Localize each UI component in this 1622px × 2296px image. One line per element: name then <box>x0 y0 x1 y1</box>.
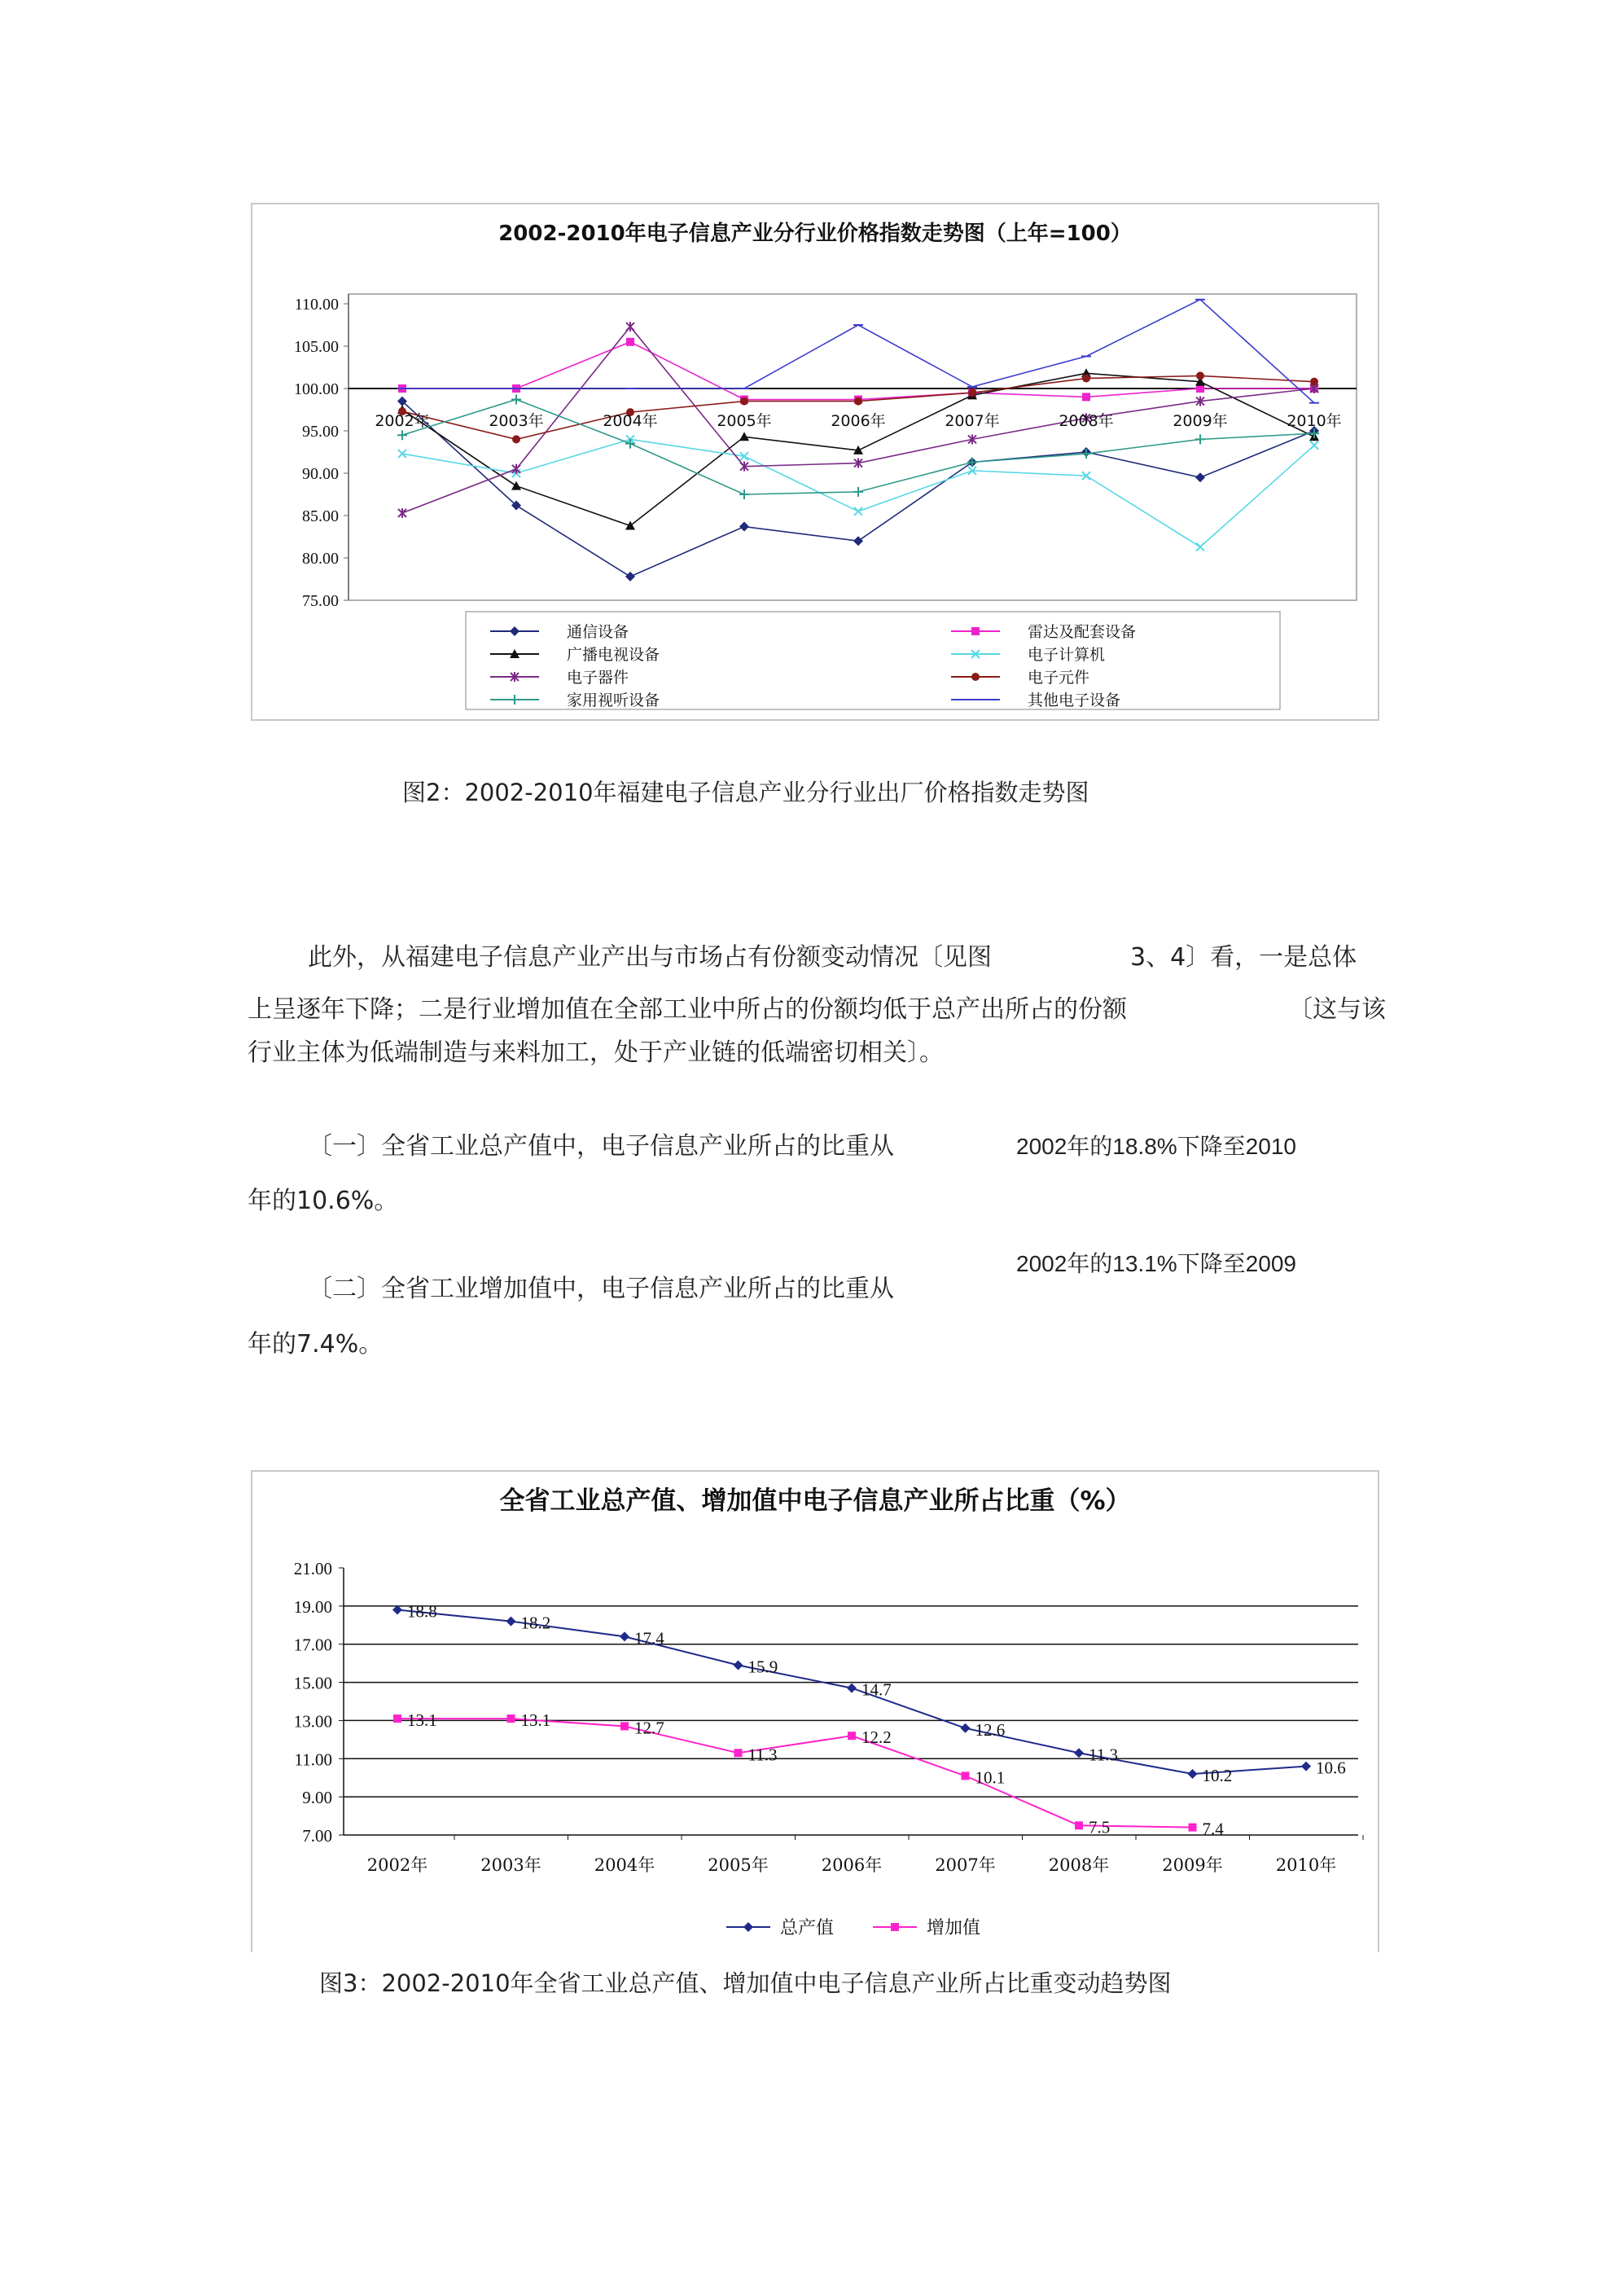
x-tick-label: 2002年 <box>375 412 430 430</box>
y-tick-label: 19.00 <box>293 1596 332 1617</box>
figure3-svg <box>252 1472 1378 1952</box>
x-tick-label: 2009年 <box>1173 412 1228 430</box>
x-tick-label: 2007年 <box>935 1855 996 1875</box>
data-label: 15.9 <box>747 1657 778 1677</box>
data-point <box>1082 375 1090 383</box>
data-point <box>739 522 749 532</box>
data-label: 11.3 <box>747 1745 778 1765</box>
figure3-chart <box>251 1470 1379 1952</box>
legend-label: 电子计算机 <box>1028 646 1106 664</box>
y-tick-label: 85.00 <box>302 507 339 525</box>
data-point <box>853 487 863 497</box>
data-point <box>625 572 635 582</box>
x-tick-label: 2010年 <box>1287 412 1342 430</box>
y-tick-label: 7.00 <box>302 1826 332 1846</box>
legend-label: 电子器件 <box>567 669 629 687</box>
data-point <box>1189 1824 1197 1832</box>
item1-text-c: 年的10.6%。 <box>248 1187 399 1215</box>
legend-marker <box>891 1923 899 1931</box>
data-point <box>967 457 977 467</box>
legend-label: 广播电视设备 <box>567 646 660 664</box>
legend-marker <box>971 627 980 635</box>
data-point <box>734 1749 743 1757</box>
x-tick-label: 2003年 <box>480 1855 541 1875</box>
data-point <box>626 322 634 331</box>
legend-marker <box>971 673 980 681</box>
series-line <box>402 300 1314 403</box>
data-label: 7.5 <box>1089 1817 1111 1837</box>
data-point <box>1195 472 1205 482</box>
data-point <box>625 520 635 529</box>
item1-text-b: 2002年的18.8%下降至2010 <box>1016 1134 1296 1159</box>
item2-text-c: 年的7.4%。 <box>248 1330 384 1359</box>
x-tick-label: 2006年 <box>831 412 886 430</box>
para1-line1b: 3、4〕看，一是总体 <box>1130 943 1357 972</box>
data-point <box>1075 1821 1083 1829</box>
data-point <box>507 1714 515 1723</box>
data-point <box>511 481 521 490</box>
legend-label: 其他电子设备 <box>1028 691 1121 709</box>
item1-text-a: 〔一〕全省工业总产值中，电子信息产业所占的比重从 <box>308 1132 894 1161</box>
data-point <box>1195 434 1205 444</box>
figure2-caption: 图2：2002-2010年福建电子信息产业分行业出厂价格指数走势图 <box>402 779 1089 806</box>
data-point <box>620 1722 629 1730</box>
data-point <box>1310 378 1318 386</box>
para1-line2a: 上呈逐年下降；二是行业增加值在全部工业中所占的份额均低于总产出所占的份额 <box>248 995 1127 1024</box>
figure2-chart <box>251 203 1379 721</box>
data-label: 10.6 <box>1316 1758 1346 1778</box>
data-point <box>847 1684 857 1693</box>
chart-title: 全省工业总产值、增加值中电子信息产业所占比重（%） <box>499 1486 1131 1516</box>
para1-line1a: 此外，从福建电子信息产业产出与市场占有份额变动情况〔见图 <box>308 943 992 972</box>
data-point <box>1196 371 1204 380</box>
x-tick-label: 2005年 <box>717 412 772 430</box>
data-label: 10.1 <box>975 1767 1006 1788</box>
legend-label: 家用视听设备 <box>567 691 660 709</box>
data-point <box>512 464 520 474</box>
legend-label: 增加值 <box>927 1918 981 1938</box>
data-point <box>854 397 862 406</box>
plot-area <box>349 294 1357 600</box>
y-tick-label: 17.00 <box>293 1635 332 1655</box>
x-tick-label: 2004年 <box>603 412 658 430</box>
item2-text-b: 2002年的13.1%下降至2009 <box>1016 1251 1296 1276</box>
data-point <box>854 507 862 516</box>
data-label: 13.1 <box>407 1710 437 1731</box>
y-tick-label: 13.00 <box>293 1711 332 1732</box>
data-point <box>1310 441 1318 450</box>
x-tick-label: 2010年 <box>1275 1855 1337 1875</box>
data-point <box>506 1617 516 1627</box>
data-point <box>620 1631 629 1641</box>
x-tick-label: 2006年 <box>821 1855 883 1875</box>
data-label: 7.4 <box>1202 1819 1224 1839</box>
data-label: 12.2 <box>861 1727 892 1748</box>
figure3-caption: 图3：2002-2010年全省工业总产值、增加值中电子信息产业所占比重变动趋势图 <box>319 1969 1172 1997</box>
y-tick-label: 80.00 <box>302 550 339 568</box>
data-point <box>1074 1748 1084 1758</box>
legend-label: 电子元件 <box>1028 669 1090 687</box>
x-tick-label: 2003年 <box>489 412 544 430</box>
series-line <box>402 342 1314 400</box>
y-tick-label: 105.00 <box>294 338 339 356</box>
data-point <box>739 432 749 441</box>
item2-text-a: 〔二〕全省工业增加值中，电子信息产业所占的比重从 <box>308 1275 894 1303</box>
data-point <box>511 395 521 405</box>
y-tick-label: 15.00 <box>293 1673 332 1693</box>
data-point <box>1082 393 1090 401</box>
data-point <box>1188 1769 1198 1779</box>
data-label: 11.3 <box>1089 1745 1118 1765</box>
data-point <box>1196 542 1204 551</box>
figure2-svg <box>252 204 1378 719</box>
y-tick-label: 11.00 <box>294 1749 332 1770</box>
data-point <box>968 389 976 397</box>
legend-label: 总产值 <box>780 1918 835 1938</box>
data-point <box>853 536 863 546</box>
chart-title: 2002-2010年电子信息产业分行业价格指数走势图（上年=100） <box>498 222 1132 246</box>
data-point <box>740 397 748 406</box>
y-tick-label: 21.00 <box>293 1559 332 1578</box>
data-point <box>1081 449 1091 459</box>
data-point <box>398 508 406 518</box>
data-label: 12.7 <box>634 1718 664 1738</box>
x-tick-label: 2008年 <box>1059 412 1114 430</box>
data-label: 18.2 <box>520 1613 551 1633</box>
y-tick-label: 90.00 <box>302 465 339 483</box>
legend-label: 通信设备 <box>567 623 629 641</box>
data-point <box>512 435 520 443</box>
data-point <box>626 338 634 346</box>
data-point <box>1301 1762 1311 1771</box>
data-label: 17.4 <box>634 1628 664 1648</box>
data-label: 12.6 <box>975 1719 1006 1740</box>
y-tick-label: 75.00 <box>302 592 339 610</box>
data-label: 10.2 <box>1202 1766 1233 1786</box>
y-tick-label: 95.00 <box>302 423 339 441</box>
data-point <box>848 1732 856 1740</box>
y-tick-label: 100.00 <box>294 380 339 398</box>
y-tick-label: 110.00 <box>294 296 339 314</box>
data-point <box>962 1771 970 1780</box>
data-point <box>397 430 407 440</box>
data-point <box>734 1660 743 1670</box>
legend-marker <box>743 1922 753 1932</box>
data-label: 14.7 <box>861 1679 892 1700</box>
x-tick-label: 2007年 <box>945 412 1000 430</box>
data-label: 18.8 <box>407 1601 437 1622</box>
data-point <box>739 489 749 499</box>
data-point <box>961 1723 971 1733</box>
para1-line3: 行业主体为低端制造与来料加工，处于产业链的低端密切相关〕。 <box>248 1038 944 1067</box>
x-tick-label: 2009年 <box>1162 1855 1223 1875</box>
x-tick-label: 2004年 <box>594 1855 655 1875</box>
data-point <box>393 1714 401 1723</box>
para1-line2b: 〔这与该 <box>1288 995 1386 1024</box>
x-tick-label: 2008年 <box>1048 1855 1110 1875</box>
x-tick-label: 2005年 <box>708 1855 769 1875</box>
data-label: 13.1 <box>520 1710 551 1731</box>
x-tick-label: 2002年 <box>366 1855 428 1875</box>
y-tick-label: 9.00 <box>302 1788 332 1808</box>
series-line <box>397 1719 1193 1828</box>
legend-label: 雷达及配套设备 <box>1028 623 1137 641</box>
